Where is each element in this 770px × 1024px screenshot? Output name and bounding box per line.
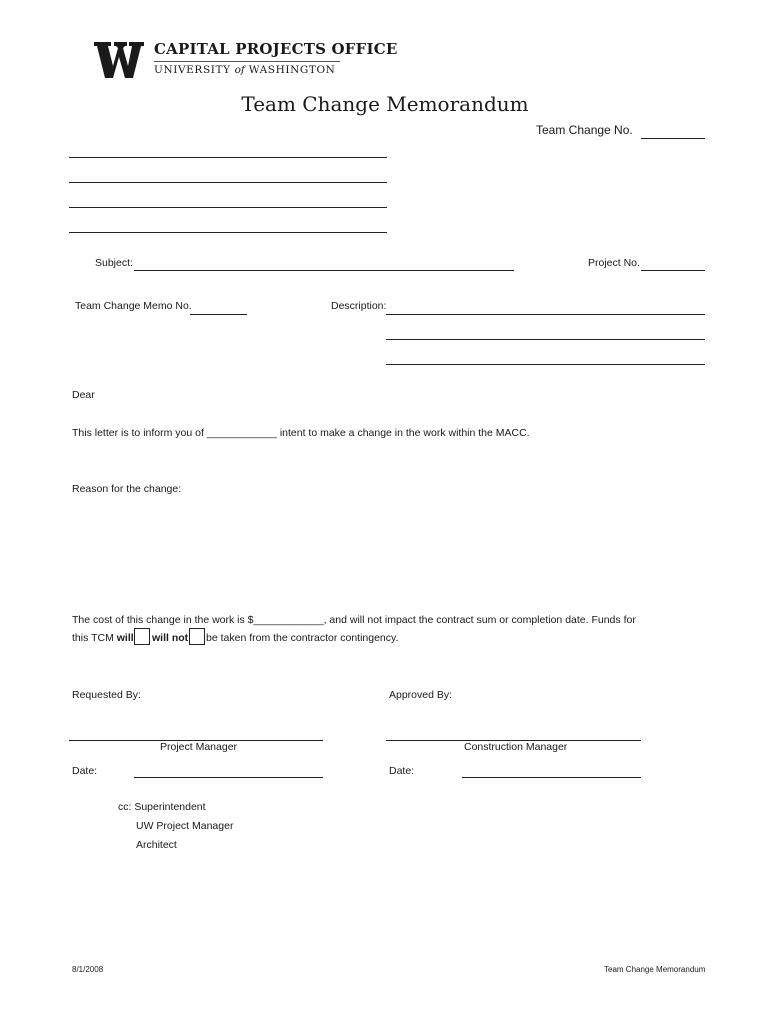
will-label: will [116,632,134,644]
address-line-3[interactable] [69,207,387,208]
description-line-1[interactable] [386,314,705,315]
team-change-no-label: Team Change No. [536,123,633,137]
requested-by-label: Requested By: [72,689,141,701]
cc-item: UW Project Manager [136,820,234,832]
approved-by-label: Approved By: [389,689,453,701]
salutation: Dear [72,389,95,401]
subject-label: Subject: [95,257,133,269]
footer-doc-name: Team Change Memorandum [604,965,706,974]
address-line-1[interactable] [69,157,387,158]
org-title: CAPITAL PROJECTS OFFICE [154,40,398,58]
date-right-field[interactable] [462,777,641,778]
memo-no-label: Team Change Memo No. [75,300,192,312]
description-line-3[interactable] [386,364,705,365]
will-checkbox[interactable] [134,628,150,645]
cc-label: cc: Superintendent [118,801,206,813]
cost-sentence: The cost of this change in the work is $____________, and will not impact the contract sum or completion date. Funds for [72,614,636,626]
project-no-label: Project No. [588,257,640,269]
date-left-label: Date: [72,765,98,777]
cc-item: Architect [136,839,177,851]
date-right-label: Date: [389,765,415,777]
org-divider [154,61,340,62]
will-not-checkbox[interactable] [189,628,205,645]
tcm-prefix: this TCM will [72,632,134,644]
description-label: Description: [331,300,387,312]
uw-w-logo-icon [94,42,144,78]
document-title: Team Change Memorandum [241,92,529,116]
address-line-4[interactable] [69,232,387,233]
description-line-2[interactable] [386,339,705,340]
reason-label: Reason for the change: [72,483,182,495]
memo-no-field[interactable] [190,314,247,315]
date-left-field[interactable] [134,777,323,778]
subject-field[interactable] [134,270,514,271]
project-no-field[interactable] [641,270,705,271]
contingency-text: be taken from the contractor contingency. [206,632,399,644]
will-not-label: will not [152,632,189,644]
construction-manager-label: Construction Manager [464,741,568,753]
project-manager-label: Project Manager [160,741,238,753]
inform-sentence: This letter is to inform you of ____________ intent to make a change in the work within the MACC. [72,427,530,439]
address-line-2[interactable] [69,182,387,183]
org-subtitle: UNIVERSITY of WASHINGTON [154,64,336,76]
team-change-no-field[interactable] [641,138,705,139]
uw-logo [94,42,144,83]
footer-date: 8/1/2008 [72,965,104,974]
